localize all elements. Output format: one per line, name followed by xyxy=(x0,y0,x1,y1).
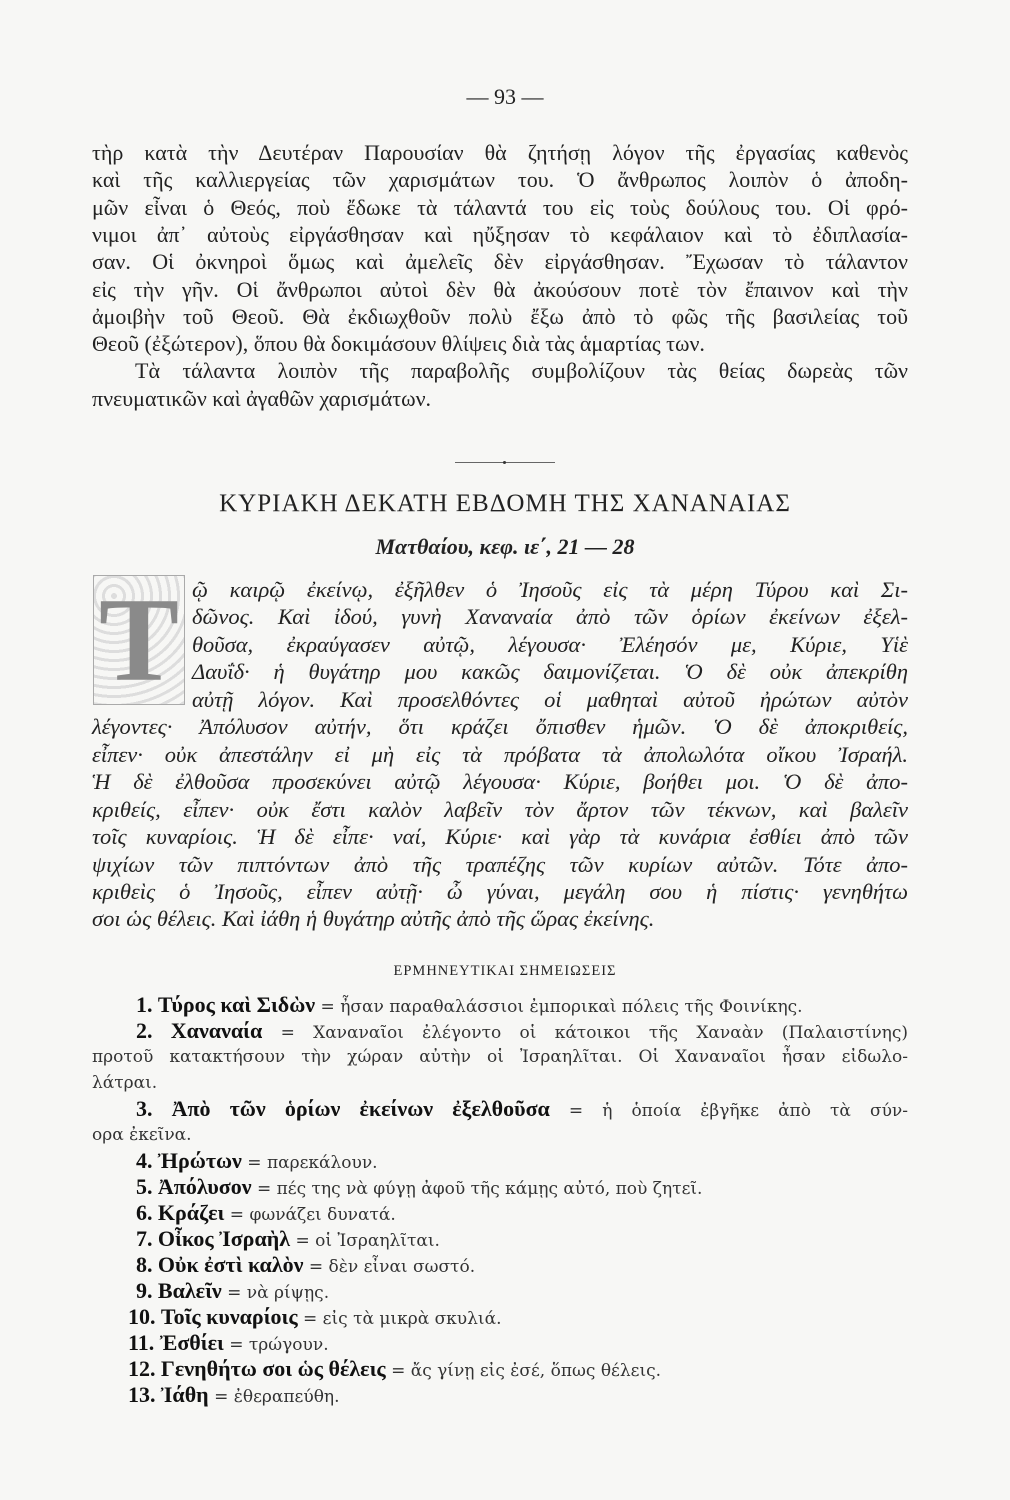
note-item xyxy=(136,1017,908,1045)
text-line: εἰς τὴν γῆν. Οἱ ἄνθρωποι αὐτοὶ δὲν θὰ ἀκούσουν ποτὲ τὸν ἔπαινον καὶ τὴν xyxy=(92,276,908,302)
page-number: — 93 — xyxy=(466,84,544,109)
note-term: Κράζει xyxy=(157,1200,225,1225)
note-term: Γενηθήτω σοι ὡς θέλεις xyxy=(160,1356,386,1381)
note-term: Βαλεῖν xyxy=(157,1278,222,1303)
note-item xyxy=(136,1225,908,1253)
text-line: Θεοῦ (ἐξώτερον), ὅπου θὰ δοκιμάσουν θλίψεις διὰ τὰς ἁμαρτίας των. xyxy=(92,331,705,357)
note-continuation: ορα ἐκεῖνα. xyxy=(92,1125,192,1145)
note-definition: = εἰς τὰ μικρὰ σκυλιά. xyxy=(303,1309,502,1329)
gospel-line: αὐτῇ λόγον. Καὶ προσελθόντες οἱ μαθηταὶ αὐτοῦ ἠρώτων αὐτὸν xyxy=(192,686,908,712)
note-term: Χαναναία xyxy=(170,1018,263,1043)
gospel-line: ῷ καιρῷ ἐκείνῳ, ἐξῆλθεν ὁ Ἰησοῦς εἰς τὰ μέρη Τύρου καὶ Σι- xyxy=(192,577,908,602)
note-number: 3. xyxy=(136,1096,153,1121)
note-definition: = δὲν εἶναι σωστό. xyxy=(308,1257,476,1277)
note-term: Οὐκ ἐστὶ καλὸν xyxy=(157,1252,304,1277)
section-divider xyxy=(455,462,555,463)
note-number: 6. xyxy=(136,1200,153,1225)
gospel-line: Δαυΐδ· ἡ θυγάτηρ μου κακῶς δαιμονίζεται. Ὁ δὲ οὐκ ἀπεκρίθη xyxy=(192,659,908,685)
note-number: 2. xyxy=(136,1018,153,1043)
note-term: Ἐσθίει xyxy=(159,1330,224,1355)
note-item xyxy=(128,1355,908,1383)
gospel-line: σοι ὡς θέλεις. Καὶ ἰάθη ἡ θυγάτηρ αὐτῆς ἀπὸ τῆς ὥρας ἐκείνης. xyxy=(92,906,655,932)
note-definition: = ἄς γίνῃ εἰς ἐσέ, ὅπως θέλεις. xyxy=(391,1361,662,1381)
note-number: 8. xyxy=(136,1252,153,1277)
note-number: 4. xyxy=(136,1148,153,1173)
gospel-line: εἶπεν· οὐκ ἀπεστάλην εἰ μὴ εἰς τὰ πρόβατα τὰ ἀπολωλότα οἴκου Ἰσραήλ. xyxy=(92,741,908,767)
note-number: 12. xyxy=(128,1356,156,1381)
gospel-line: ψιχίων τῶν πιπτόντων ἀπὸ τῆς τραπέζης τῶν κυρίων αὐτῶν. Τότε ἀπο- xyxy=(92,851,908,877)
section-heading: ΚΥΡΙΑΚΗ ΔΕΚΑΤΗ ΕΒΔΟΜΗ ΤΗΣ ΧΑΝΑΝΑΙΑΣ xyxy=(219,490,791,517)
text-line: πνευματικῶν καὶ ἀγαθῶν χαρισμάτων. xyxy=(92,385,432,411)
note-item xyxy=(136,991,908,1019)
note-item xyxy=(136,1173,908,1201)
note-item xyxy=(128,1303,908,1331)
note-definition: = τρώγουν. xyxy=(229,1335,329,1355)
note-number: 10. xyxy=(128,1304,156,1329)
note-item xyxy=(128,1329,908,1357)
note-term: Τύρος καὶ Σιδὼν xyxy=(157,992,316,1017)
note-term: Ἰάθη xyxy=(160,1382,209,1407)
note-definition: = πές της νὰ φύγῃ ἀφοῦ τῆς κάμῃς αὐτό, ποὺ ζητεῖ. xyxy=(256,1179,703,1199)
note-definition: = ἦσαν παραθαλάσσιοι ἐμπορικαὶ πόλεις τῆς Φοινίκης. xyxy=(320,997,803,1017)
note-number: 13. xyxy=(128,1382,156,1407)
ornamental-drop-cap xyxy=(93,575,185,705)
text-line: Τὰ τάλαντα λοιπὸν τῆς παραβολῆς συμβολίζουν τὰς θείας δωρεὰς τῶν xyxy=(135,358,908,384)
gospel-line: Ἡ δὲ ἐλθοῦσα προσεκύνει αὐτῷ λέγουσα· Κύριε, βοήθει μοι. Ὁ δὲ ἀπο- xyxy=(92,769,908,795)
note-definition: = Χαναναῖοι ἐλέγοντο οἱ κάτοικοι τῆς Χαναὰν (Παλαιστίνης) xyxy=(280,1023,909,1043)
note-term: Ἀπόλυσον xyxy=(157,1174,252,1199)
note-item xyxy=(136,1095,908,1123)
note-item xyxy=(136,1251,908,1279)
note-definition: = νὰ ρίψῃς. xyxy=(227,1283,330,1303)
note-number: 11. xyxy=(128,1330,155,1355)
note-definition: = οἱ Ἰσραηλῖται. xyxy=(295,1231,440,1251)
note-definition: = ἐθεραπεύθη. xyxy=(214,1387,340,1407)
gospel-line: δῶνος. Καὶ ἰδού, γυνὴ Χαναναία ἀπὸ τῶν ὁρίων ἐκείνων ἐξελ- xyxy=(192,604,908,630)
note-term: Ἠρώτων xyxy=(157,1148,242,1173)
note-number: 7. xyxy=(136,1226,153,1251)
note-term: Ἀπὸ τῶν ὁρίων ἐκείνων ἐξελθοῦσα xyxy=(171,1096,550,1121)
note-number: 5. xyxy=(136,1174,153,1199)
note-continuation: προτοῦ κατακτήσουν τὴν χώραν αὐτὴν οἱ Ἰσραηλῖται. Οἱ Χαναναῖοι ἦσαν εἰδωλο- xyxy=(92,1047,908,1067)
note-term: Τοῖς κυναρίοις xyxy=(160,1304,298,1329)
note-definition: = ἡ ὁποία ἐβγῆκε ἀπὸ τὰ σύν- xyxy=(568,1101,908,1121)
gospel-line: κριθεὶς ὁ Ἰησοῦς, εἶπεν αὐτῇ· ὦ γύναι, μεγάλη σου ἡ πίστις· γενηθήτω xyxy=(92,878,908,904)
note-item xyxy=(136,1147,908,1175)
note-item xyxy=(128,1381,908,1409)
note-definition: = παρεκάλουν. xyxy=(247,1153,378,1173)
note-item xyxy=(136,1277,908,1305)
drop-cap-letter: Τ xyxy=(98,573,180,706)
text-line: μῶν εἶναι ὁ Θεός, ποὺ ἔδωκε τὰ τάλαντά του εἰς τοὺς δούλους του. Οἱ φρό- xyxy=(92,194,908,220)
gospel-line: τοῖς κυναρίοις. Ἡ δὲ εἶπε· ναί, Κύριε· καὶ γὰρ τὰ κυνάρια ἐσθίει ἀπὸ τῶν xyxy=(92,824,908,850)
text-line: ἀμοιβὴν τοῦ Θεοῦ. Θὰ ἐκδιωχθοῦν πολὺ ἔξω ἀπὸ τὸ φῶς τῆς βασιλείας τοῦ xyxy=(92,303,908,329)
scripture-reference: Ματθαίου, κεφ. ιε΄, 21 — 28 xyxy=(375,534,635,559)
text-line: νιμοι ἀπ᾽ αὐτοὺς εἰργάσθησαν καὶ ηὔξησαν τὸ κεφάλαιον καὶ τὸ ἐδιπλασία- xyxy=(92,221,908,247)
text-line: καὶ τῆς καλλιεργείας τῶν χαρισμάτων του. Ὁ ἄνθρωπος λοιπὸν ὁ ἀποδη- xyxy=(92,167,908,193)
note-number: 1. xyxy=(136,992,153,1017)
text-line: τὴρ κατὰ τὴν Δευτέραν Παρουσίαν θὰ ζητήσῃ λόγον τῆς ἐργασίας καθενὸς xyxy=(92,140,908,165)
note-term: Οἶκος Ἰσραὴλ xyxy=(157,1226,291,1251)
text-line: σαν. Οἱ ὀκνηροὶ ὅμως καὶ ἀμελεῖς δὲν εἰργάσθησαν. Ἔχωσαν τὸ τάλαντον xyxy=(92,249,908,275)
notes-heading: ΕΡΜΗΝΕΥΤΙΚΑΙ ΣΗΜΕΙΩΣΕΙΣ xyxy=(393,963,617,979)
note-number: 9. xyxy=(136,1278,153,1303)
note-item xyxy=(136,1199,908,1227)
gospel-line: λέγοντες· Ἀπόλυσον αὐτήν, ὅτι κράζει ὄπισθεν ἡμῶν. Ὁ δὲ ἀποκριθείς, xyxy=(92,714,908,740)
gospel-line: κριθείς, εἶπεν· οὐκ ἔστι καλὸν λαβεῖν τὸν ἄρτον τῶν τέκνων, καὶ βαλεῖν xyxy=(92,796,908,822)
note-definition: = φωνάζει δυνατά. xyxy=(229,1205,396,1225)
gospel-line: θοῦσα, ἐκραύγασεν αὐτῷ, λέγουσα· Ἐλέησόν με, Κύριε, Υἱὲ xyxy=(192,631,908,657)
note-continuation: λάτραι. xyxy=(92,1073,158,1093)
